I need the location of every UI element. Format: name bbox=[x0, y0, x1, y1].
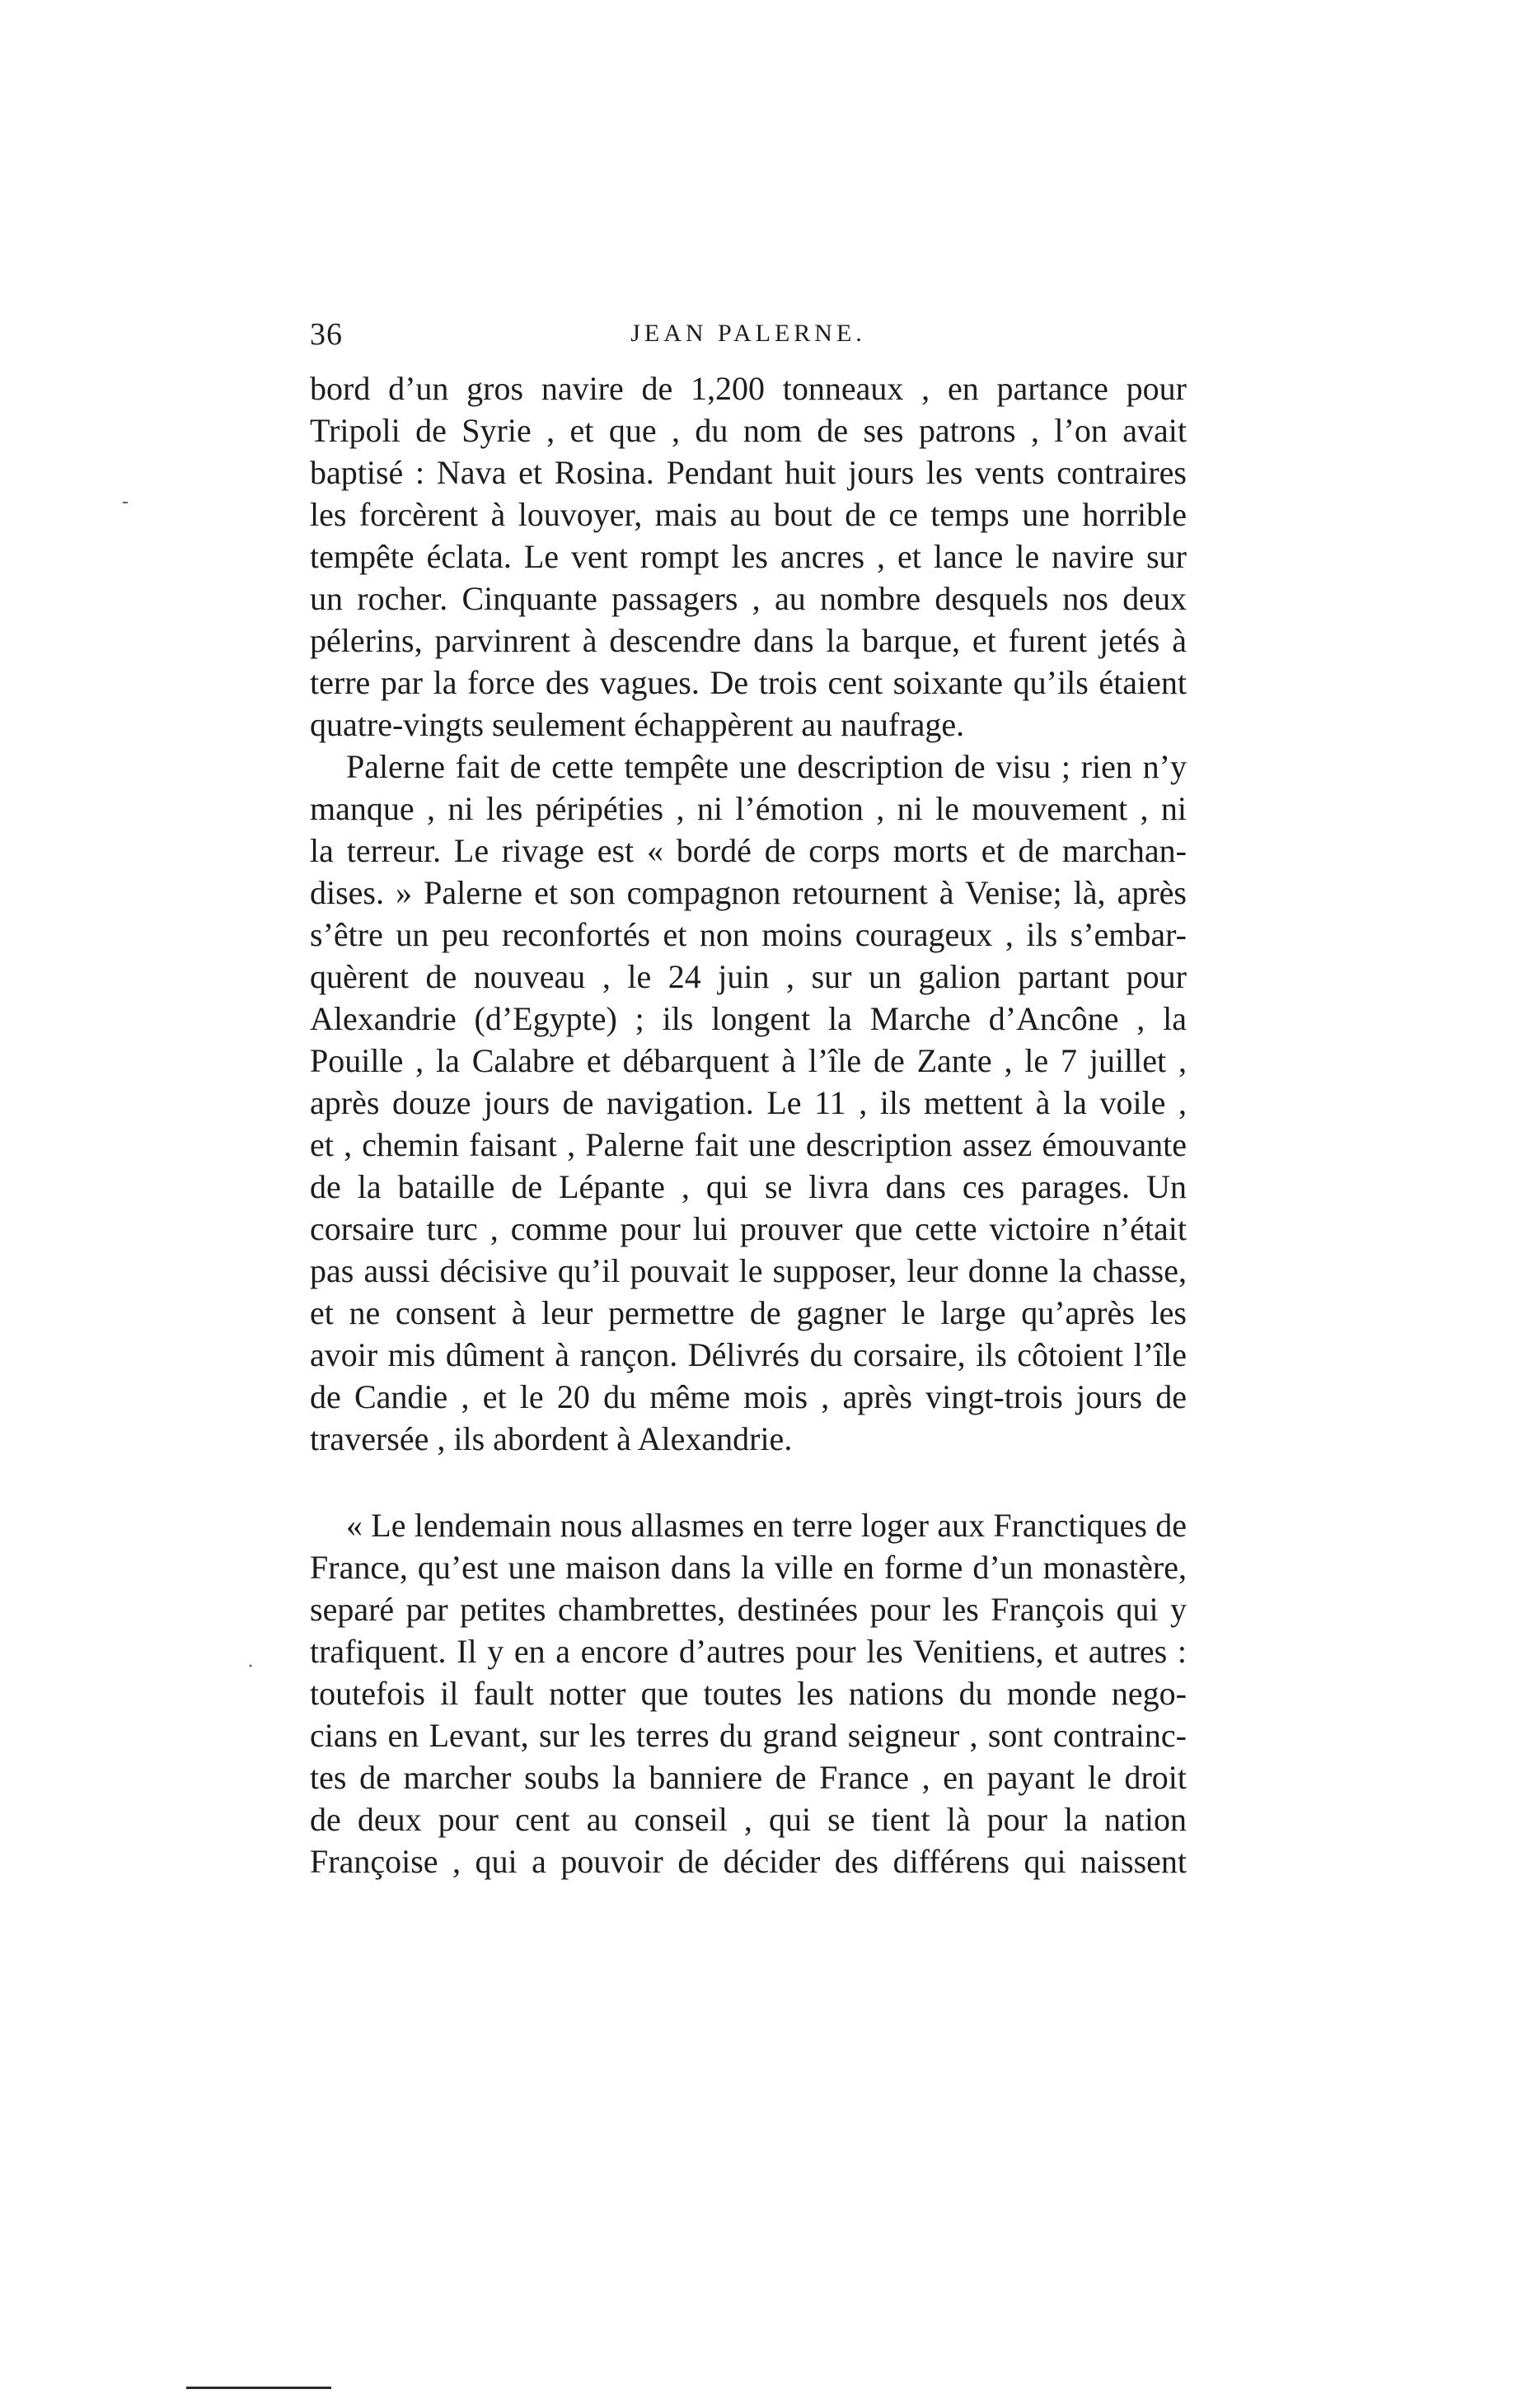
text-line: Pouille , la Calabre et débarquent à l’île de Zante , le 7 juillet , bbox=[310, 1042, 1187, 1079]
text-line: tes de marcher soubs la banniere de France , en payant le droit bbox=[310, 1759, 1187, 1796]
text-line: bord d’un gros navire de 1,200 tonneaux , en partance pour bbox=[310, 370, 1187, 407]
body-text bbox=[310, 367, 1187, 1882]
paragraph-gap bbox=[310, 1460, 1187, 1504]
text-line: après douze jours de navigation. Le 11 , ils mettent à la voile , bbox=[310, 1084, 1187, 1121]
text-line: avoir mis dûment à rançon. Délivrés du corsaire, ils côtoient l’île bbox=[310, 1336, 1187, 1373]
paragraph-2 bbox=[310, 746, 1187, 1460]
text-line: terre par la force des vagues. De trois cent soixante qu’ils étaient bbox=[310, 664, 1187, 701]
text-line: toutefois il fault notter que toutes les nations du monde nego- bbox=[310, 1675, 1187, 1712]
text-line: pélerins, parvinrent à descendre dans la barque, et furent jetés à bbox=[310, 622, 1187, 659]
text-line: « Le lendemain nous allasmes en terre loger aux Franctiques de bbox=[346, 1507, 1187, 1544]
text-line: dises. » Palerne et son compagnon retournent à Venise; là, après bbox=[310, 874, 1187, 911]
text-line: France, qu’est une maison dans la ville en forme d’un monastère, bbox=[310, 1549, 1187, 1586]
margin-mark: · bbox=[247, 1656, 254, 1677]
text-line: baptisé : Nava et Rosina. Pendant huit jours les vents contraires bbox=[310, 454, 1187, 491]
text-line: separé par petites chambrettes, destinées pour les François qui y bbox=[310, 1591, 1187, 1628]
text-line: traversée , ils abordent à Alexandrie. bbox=[310, 1420, 793, 1457]
text-line: Françoise , qui a pouvoir de décider des différens qui naissent bbox=[310, 1843, 1187, 1880]
text-line: cians en Levant, sur les terres du grand seigneur , sont contrainc- bbox=[310, 1717, 1187, 1754]
text-line: quatre-vingts seulement échappèrent au naufrage. bbox=[310, 706, 965, 743]
text-line: pas aussi décisive qu’il pouvait le supposer, leur donne la chasse, bbox=[310, 1252, 1187, 1289]
text-line: un rocher. Cinquante passagers , au nombre desquels nos deux bbox=[310, 580, 1187, 617]
text-line: de la bataille de Lépante , qui se livra dans ces parages. Un bbox=[310, 1168, 1187, 1205]
text-line: de deux pour cent au conseil , qui se tient là pour la nation bbox=[310, 1801, 1187, 1838]
page-header bbox=[310, 316, 1187, 366]
text-line: Tripoli de Syrie , et que , du nom de ses patrons , l’on avait bbox=[310, 412, 1187, 449]
paragraph-1 bbox=[310, 367, 1187, 746]
text-line: tempête éclata. Le vent rompt les ancres , et lance le navire sur bbox=[310, 538, 1187, 575]
text-line: quèrent de nouveau , le 24 juin , sur un galion partant pour bbox=[310, 958, 1187, 995]
text-line: les forcèrent à louvoyer, mais au bout de ce temps une horrible bbox=[310, 496, 1187, 533]
running-title: JEAN PALERNE. bbox=[630, 320, 866, 347]
text-line: s’être un peu reconfortés et non moins courageux , ils s’embar- bbox=[310, 916, 1187, 953]
text-line: manque , ni les péripéties , ni l’émotion , ni le mouvement , ni bbox=[310, 790, 1187, 827]
text-line: de Candie , et le 20 du même mois , après vingt-trois jours de bbox=[310, 1378, 1187, 1415]
text-line: corsaire turc , comme pour lui prouver que cette victoire n’était bbox=[310, 1210, 1187, 1247]
footer-rule bbox=[186, 2387, 331, 2389]
text-line: trafiquent. Il y en a encore d’autres pour les Venitiens, et autres : bbox=[310, 1633, 1187, 1670]
text-line: et ne consent à leur permettre de gagner le large qu’après les bbox=[310, 1294, 1187, 1331]
margin-mark: - bbox=[122, 491, 129, 512]
text-line: et , chemin faisant , Palerne fait une description assez émouvante bbox=[310, 1126, 1187, 1163]
text-line: Alexandrie (d’Egypte) ; ils longent la Marche d’Ancône , la bbox=[310, 1000, 1187, 1037]
text-line: Palerne fait de cette tempête une description de visu ; rien n’y bbox=[346, 748, 1187, 785]
page-number: 36 bbox=[310, 317, 343, 352]
text-line: la terreur. Le rivage est « bordé de corps morts et de marchan- bbox=[310, 832, 1187, 869]
quotation-paragraph bbox=[310, 1504, 1187, 1882]
